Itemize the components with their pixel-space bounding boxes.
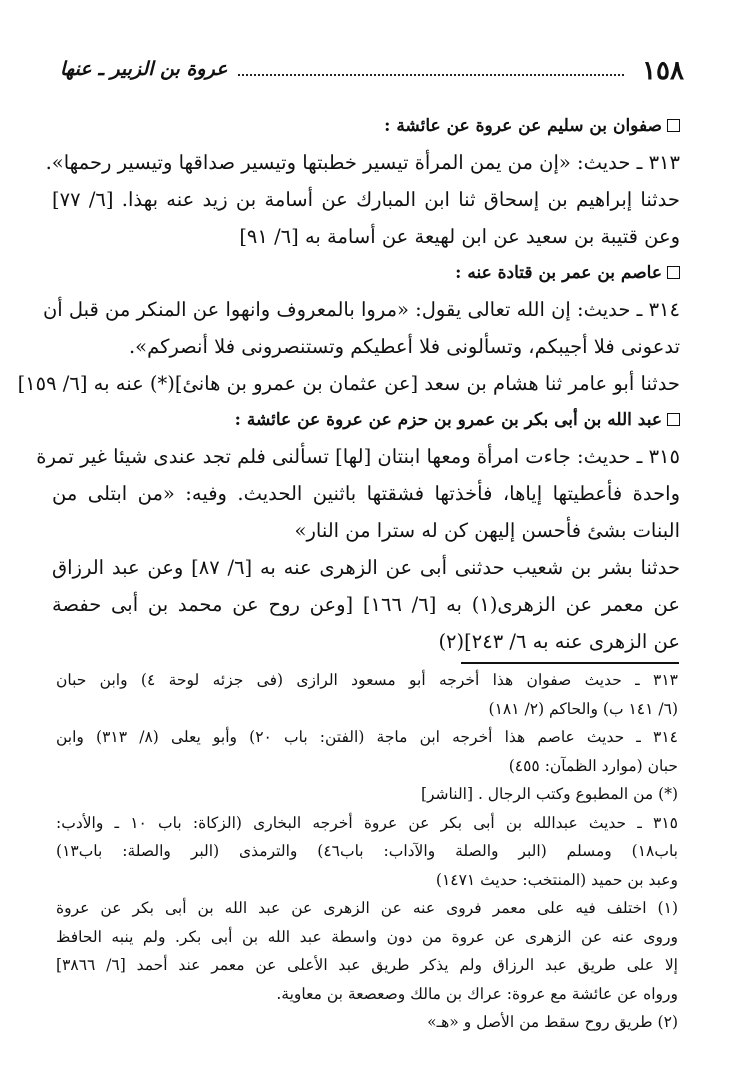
footnote-line: إلا على طريق عبد الرزاق ولم يذكر طريق عبد الأعلى عن معمر عند أحمد [٦/ ٣٨٦٦] — [56, 956, 678, 974]
running-title: عروة بن الزبير ـ عنها — [60, 58, 228, 80]
section-heading: عبد الله بن أبى بكر بن عمرو بن حزم عن عروة عن عائشة : — [52, 402, 680, 438]
footnote-line: ٣١٣ ـ حديث صفوان هذا أخرجه أبو مسعود الرازى (فى جزئه لوحة ٤) وابن حبان — [56, 671, 679, 689]
text-line: ٣١٤ ـ حديث: إن الله تعالى يقول: «مروا بالمعروف وانهوا عن المنكر من قبل أن — [42, 298, 680, 321]
footnote-line: باب١٨) ومسلم (البر والصلة والآداب: باب٤٦) والترمذى (البر والصلة: باب١٣) — [56, 842, 678, 860]
footnote-line: حبان (موارد الظمآن: ٤٥٥) — [508, 756, 678, 775]
footnote-line: ورواه عن عائشة مع عروة: عراك بن مالك وصعصعة بن معاوية. — [276, 984, 678, 1003]
footnote-line: ٣١٥ ـ حديث عبدالله بن أبى بكر عن عروة أخرجه البخارى (الزكاة: باب ١٠ ـ والأدب: — [56, 813, 678, 832]
footnote-line: وروى عنه عن الزهرى عن عروة من دون واسطة عبد الله بن أبى بكر. ولم ينبه الحافظ — [56, 927, 678, 946]
text-line: تدعونى فلا أجيبكم، وتسألونى فلا أعطيكم وتستنصرونى فلا أنصركم». — [128, 335, 680, 358]
text-line: ٣١٣ ـ حديث: «إن من يمن المرأة تيسير خطبتها وتيسير صداقها وتيسير رحمها». — [45, 151, 680, 174]
square-bullet-icon — [667, 266, 680, 279]
section-heading: صفوان بن سليم عن عروة عن عائشة : — [52, 108, 680, 144]
header-dotted-rule — [238, 74, 624, 76]
text-line: البنات بشئ فأحسن إليهن كن له سترا من النار» — [294, 519, 680, 542]
footnote-separator — [461, 662, 679, 664]
text-line: ٣١٥ ـ حديث: جاءت امرأة ومعها ابنتان [لها] تسألنى فلم تجد عندى شيئا غير تمرة — [36, 445, 680, 468]
footnote-line: (٢) طريق روح سقط من الأصل و «هـ» — [427, 1013, 678, 1031]
text-line: حدثنا بشر بن شعيب حدثنى أبى عن الزهرى عنه به [٦/ ٨٧] وعن عبد الرزاق — [52, 556, 680, 579]
footnote-line: وعبد بن حميد (المنتخب: حديث ١٤٧١) — [435, 870, 678, 889]
page-number: ١٥٨ — [642, 56, 684, 86]
main-text — [17, 108, 680, 660]
text-line: حدثنا أبو عامر ثنا هشام بن سعد [عن عثمان بن عمرو بن هانئ](*) عنه به [٦/ ١٥٩] — [17, 372, 680, 395]
footnotes — [56, 666, 678, 1037]
square-bullet-icon — [667, 413, 680, 426]
text-line: وعن قتيبة بن سعيد عن ابن لهيعة عن أسامة به [٦/ ٩١] — [239, 225, 680, 248]
text-line: عن معمر عن الزهرى(١) به [٦/ ١٦٦] [وعن روح عن محمد بن أبى حفصة — [52, 593, 680, 616]
square-bullet-icon — [667, 119, 680, 132]
text-line: واحدة فأعطيتها إياها، فأخذتها فشقتها باثنين الحديث. وفيه: «من ابتلى من — [52, 482, 680, 505]
section-heading: عاصم بن عمر بن قتادة عنه : — [52, 255, 680, 291]
footnote-line: (١) اختلف فيه على معمر فروى عنه عن الزهرى عن عبد الله بن أبى بكر عن عروة — [56, 899, 678, 917]
footnote-line: (٦/ ١٤١ ب) والحاكم (٢/ ١٨١) — [488, 699, 678, 718]
footnote-line: (*) من المطبوع وكتب الرجال . [الناشر] — [420, 785, 678, 803]
text-line: حدثنا إبراهيم بن إسحاق ثنا ابن المبارك عن أسامة بن زيد عنه بهذا. [٦/ ٧٧] — [52, 188, 680, 211]
footnote-line: ٣١٤ ـ حديث عاصم هذا أخرجه ابن ماجة (الفتن: باب ٢٠) وأبو يعلى (٨/ ٣١٣) وابن — [56, 728, 678, 746]
page-header — [58, 52, 688, 88]
text-line: عن الزهرى عنه به ٦/ ٢٤٣](٢) — [438, 630, 680, 653]
